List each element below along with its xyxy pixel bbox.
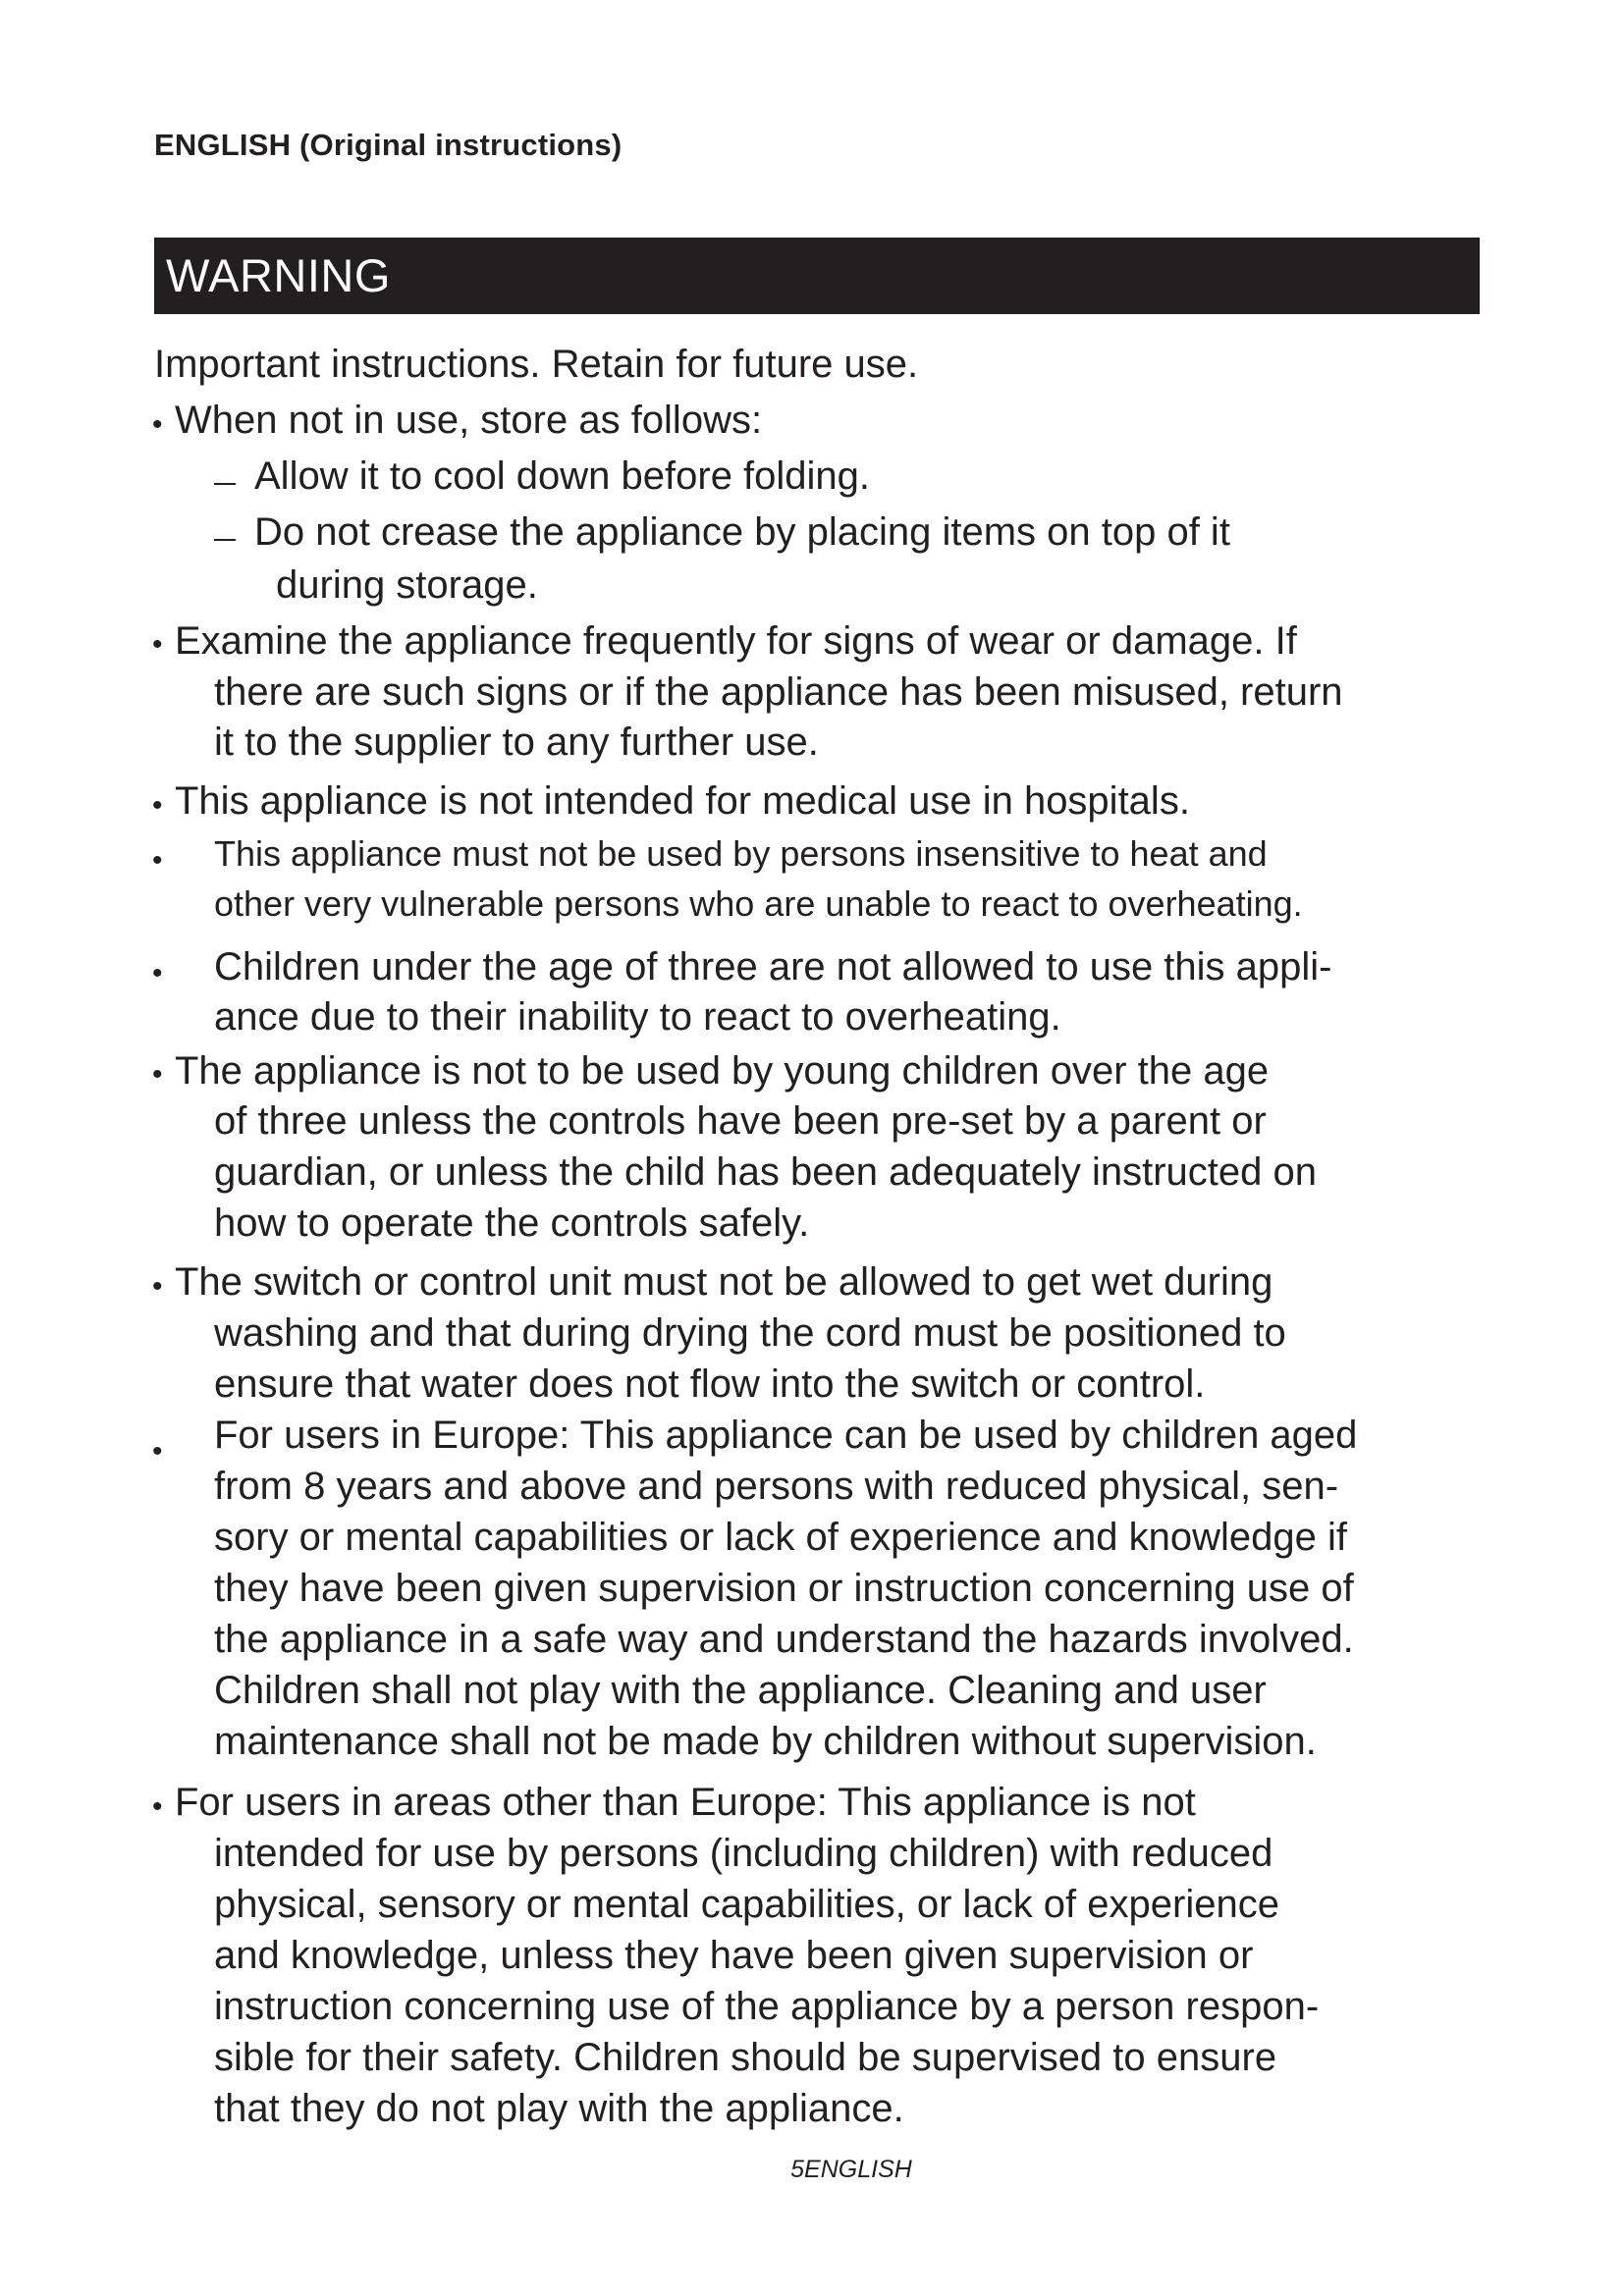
warning-subitem-line: Do not crease the appliance by placing items on top of it [254,510,1230,554]
warning-item-line: instruction concerning use of the appliance by a person respon- [214,1985,1320,2028]
bullet-icon: • [152,408,163,441]
warning-item-line: ensure that water does not flow into the switch or control. [214,1362,1206,1406]
bullet-icon: • [152,1790,163,1823]
warning-item-line: from 8 years and above and persons with reduced physical, sen- [214,1465,1339,1508]
warning-item-line: that they do not play with the appliance. [214,2087,904,2130]
bullet-icon: • [152,1270,163,1303]
warning-item-line: the appliance in a safe way and understand the hazards involved. [214,1618,1354,1661]
document-language-label: ENGLISH (Original instructions) [154,128,623,162]
warning-item-line: how to operate the controls safely. [214,1201,810,1245]
warning-item-line: sory or mental capabilities or lack of experience and knowledge if [214,1516,1347,1559]
bullet-icon: • [152,1058,163,1091]
warning-item-line: This appliance is not intended for medical use in hospitals. [175,779,1190,823]
warning-item-line: sible for their safety. Children should be supervised to ensure [214,2036,1277,2079]
warning-item-line: The appliance is not to be used by young children over the age [175,1049,1270,1093]
warning-item-line: washing and that during drying the cord must be positioned to [214,1311,1286,1355]
warning-item-line: For users in areas other than Europe: This appliance is not [175,1781,1196,1824]
warning-item-line: Children shall not play with the appliance. Cleaning and user [214,1669,1267,1712]
warning-item-line: it to the supplier to any further use. [214,721,819,764]
warning-item-line: other very vulnerable persons who are unable to react to overheating. [214,883,1303,924]
warning-title: WARNING [166,249,391,301]
warning-item-line: maintenance shall not be made by children without supervision. [214,1720,1317,1763]
warning-item-line: Children under the age of three are not allowed to use this appli- [214,945,1332,988]
warning-item-line: physical, sensory or mental capabilities, or lack of experience [214,1883,1279,1926]
bullet-icon: • [152,844,163,877]
warning-item-line: For users in Europe: This appliance can be used by children aged [214,1414,1358,1457]
warning-item-line: intended for use by persons (including children) with reduced [214,1832,1273,1875]
warning-item-line: of three unless the controls have been pre-set by a parent or [214,1099,1267,1143]
warning-item-line: they have been given supervision or instruction concerning use of [214,1567,1354,1610]
intro-text: Important instructions. Retain for future use. [154,343,919,386]
warning-item-line: This appliance must not be used by persons insensitive to heat and [214,833,1268,874]
warning-item-line: and knowledge, unless they have been given supervision or [214,1934,1254,1977]
page-footer-label: 5ENGLISH [790,2156,912,2183]
warning-subitem-line: Allow it to cool down before folding. [254,454,871,498]
dash-icon [214,483,236,485]
bullet-icon: • [152,789,163,822]
warning-item-line: Examine the appliance frequently for signs of wear or damage. If [175,619,1297,663]
warning-item-line: When not in use, store as follows: [175,399,763,442]
warning-item-line: guardian, or unless the child has been adequately instructed on [214,1150,1317,1194]
warning-item-line: The switch or control unit must not be allowed to get wet during [175,1260,1273,1304]
warning-item-line: ance due to their inability to react to overheating. [214,995,1061,1039]
warning-item-line: there are such signs or if the appliance has been misused, return [214,670,1343,714]
warning-subitem-line: during storage. [276,563,538,607]
bullet-icon: • [152,628,163,661]
warning-banner [154,238,1480,314]
dash-icon [214,539,236,541]
bullet-icon: • [152,957,163,989]
bullet-icon: • [152,1435,163,1468]
